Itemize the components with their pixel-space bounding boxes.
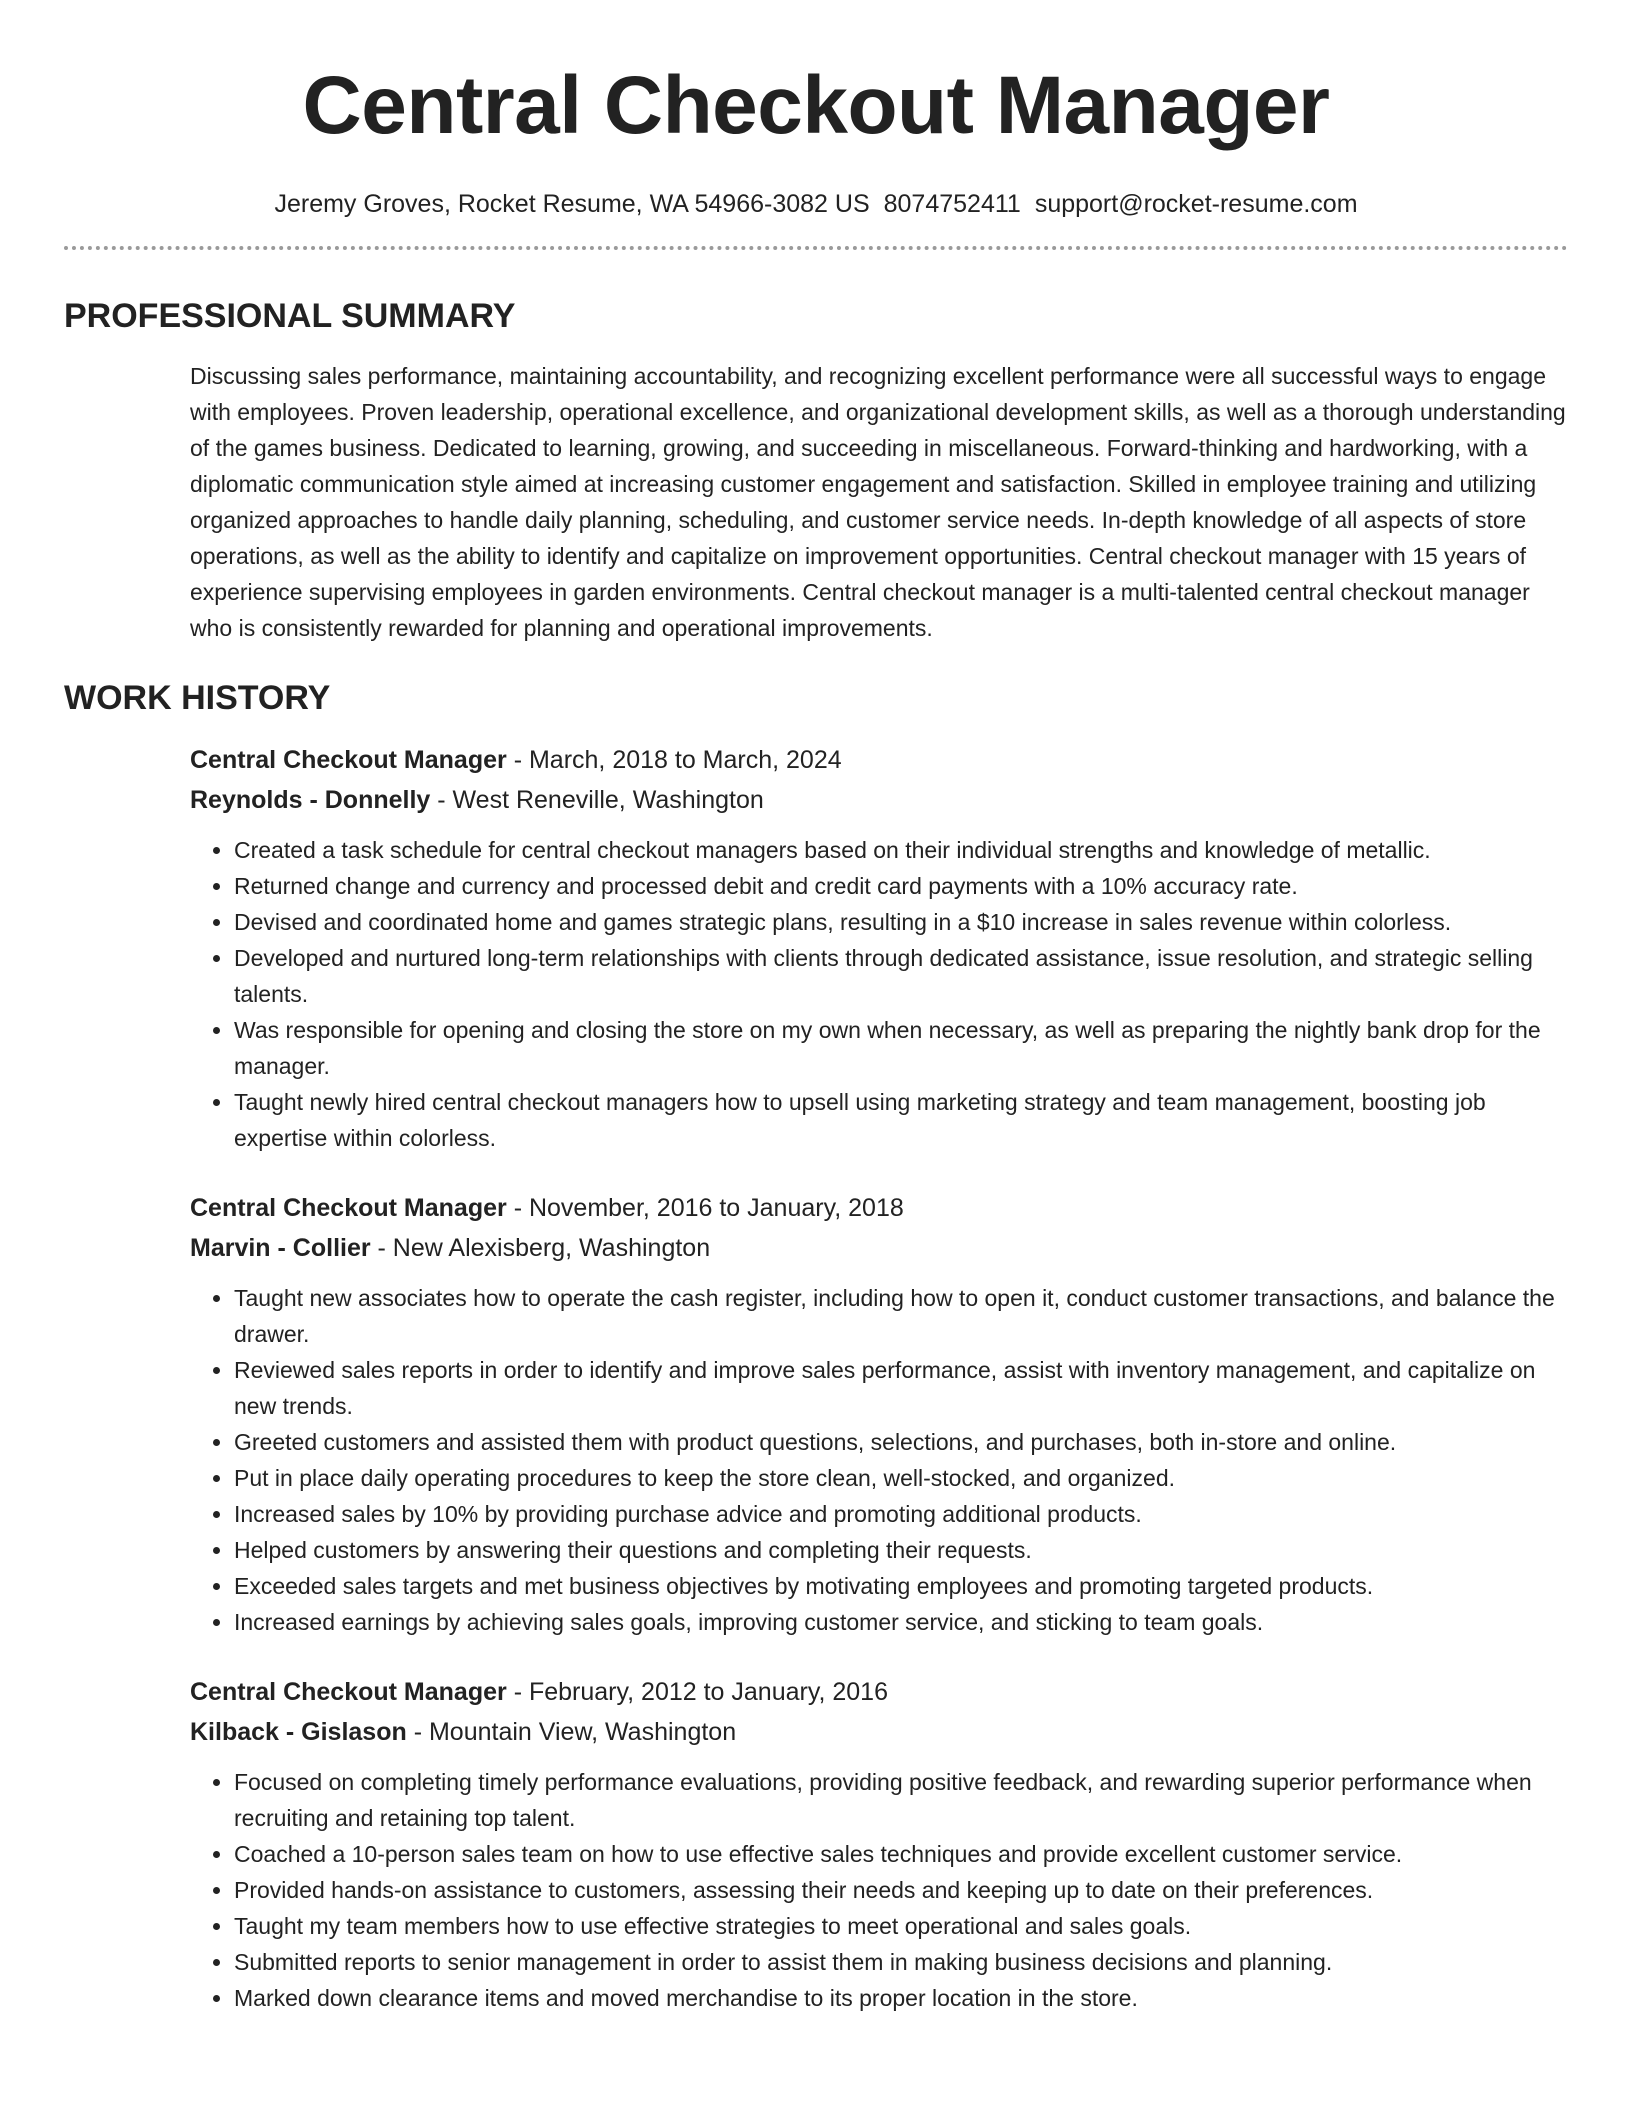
job-bullet: • Increased sales by 10% by providing purchase advice and promoting additional products. (234, 1496, 1568, 1532)
job-bullet: • Helped customers by answering their questions and completing their requests. (234, 1532, 1568, 1568)
contact-line (64, 188, 1568, 220)
job-bullet: • Devised and coordinated home and games strategic plans, resulting in a $10 increase in sales revenue within colorless. (234, 904, 1568, 940)
job-company-line (190, 780, 1568, 820)
job-company-line (190, 1228, 1568, 1268)
job-dates: - February, 2012 to January, 2016 (506, 1678, 888, 1706)
job-role: Central Checkout Manager (190, 746, 507, 774)
summary-text: Discussing sales performance, maintaining accountability, and recognizing excellent performance were all successful ways to engage with employees. Proven leadership, operational excellence, and organizational development skills, as well as a thorough understanding of the games business. Dedicated to learning, growing, and succeeding in miscellaneous. Forward-thinking and hardworking, with a diplomatic communication style aimed at increasing customer engagement and satisfaction. Skilled in employee training and utilizing organized approaches to handle daily planning, scheduling, and customer service needs. In-depth knowledge of all aspects of store operations, as well as the ability to identify and capitalize on improvement opportunities. Central checkout manager with 15 years of experience supervising employees in garden environments. Central checkout manager is a multi-talented central checkout manager who is consistently rewarded for planning and operational improvements. (190, 363, 1566, 641)
job-dates: - March, 2018 to March, 2024 (506, 746, 842, 774)
header-divider (64, 246, 1568, 250)
job-bullet: • Focused on completing timely performance evaluations, providing positive feedback, and rewarding superior performance when recruiting and retaining top talent. (234, 1764, 1568, 1836)
job-role: Central Checkout Manager (190, 1194, 507, 1222)
job-bullet: • Coached a 10-person sales team on how to use effective sales techniques and provide excellent customer service. (234, 1836, 1568, 1872)
job-bullet: • Submitted reports to senior management in order to assist them in making business decisions and planning. (234, 1944, 1568, 1980)
contact-address: Jeremy Groves, Rocket Resume, WA 54966-3082 US (274, 190, 870, 218)
job-bullet: • Created a task schedule for central checkout managers based on their individual strengths and knowledge of metallic. (234, 832, 1568, 868)
job-role-line (190, 1672, 1568, 1712)
job-entry (190, 1672, 1568, 2016)
job-bullet: • Taught my team members how to use effective strategies to meet operational and sales goals. (234, 1908, 1568, 1944)
job-company-line (190, 1712, 1568, 1752)
job-role: Central Checkout Manager (190, 1678, 507, 1706)
job-location: - Mountain View, Washington (406, 1718, 737, 1746)
job-bullet: • Returned change and currency and processed debit and credit card payments with a 10% accuracy rate. (234, 868, 1568, 904)
resume-title: Central Checkout Manager (302, 60, 1330, 151)
job-bullet: • Put in place daily operating procedures to keep the store clean, well-stocked, and organized. (234, 1460, 1568, 1496)
job-bullets (190, 1280, 1568, 1640)
job-role-line (190, 1188, 1568, 1228)
job-role-line (190, 740, 1568, 780)
contact-email: support@rocket-resume.com (1034, 190, 1358, 218)
job-bullets (190, 1764, 1568, 2016)
job-bullet: • Reviewed sales reports in order to identify and improve sales performance, assist with inventory management, and capitalize on new trends. (234, 1352, 1568, 1424)
job-bullet: • Greeted customers and assisted them with product questions, selections, and purchases, both in-store and online. (234, 1424, 1568, 1460)
job-bullet: • Taught new associates how to operate the cash register, including how to open it, conduct customer transactions, and balance the drawer. (234, 1280, 1568, 1352)
contact-phone: 8074752411 (883, 190, 1021, 218)
job-bullet: • Taught newly hired central checkout managers how to upsell using marketing strategy and team management, boosting job expertise within colorless. (234, 1084, 1568, 1156)
work-history-heading: WORK HISTORY (64, 679, 331, 717)
job-company: Kilback - Gislason (190, 1718, 407, 1746)
job-bullet: • Provided hands-on assistance to customers, assessing their needs and keeping up to date on their preferences. (234, 1872, 1568, 1908)
job-dates: - November, 2016 to January, 2018 (506, 1194, 904, 1222)
job-bullet: • Increased earnings by achieving sales goals, improving customer service, and sticking to team goals. (234, 1604, 1568, 1640)
job-bullet: • Exceeded sales targets and met business objectives by motivating employees and promoting targeted products. (234, 1568, 1568, 1604)
job-bullets (190, 832, 1568, 1156)
job-entry (190, 1188, 1568, 1640)
summary-heading: PROFESSIONAL SUMMARY (64, 297, 516, 335)
job-bullet: • Developed and nurtured long-term relationships with clients through dedicated assistance, issue resolution, and strategic selling talents. (234, 940, 1568, 1012)
job-entry (190, 740, 1568, 1156)
job-location: - New Alexisberg, Washington (370, 1234, 711, 1262)
job-bullet: • Marked down clearance items and moved merchandise to its proper location in the store. (234, 1980, 1568, 2016)
job-company: Marvin - Collier (190, 1234, 371, 1262)
job-bullet: • Was responsible for opening and closing the store on my own when necessary, as well as preparing the nightly bank drop for the manager. (234, 1012, 1568, 1084)
job-company: Reynolds - Donnelly (190, 786, 431, 814)
job-location: - West Reneville, Washington (430, 786, 764, 814)
